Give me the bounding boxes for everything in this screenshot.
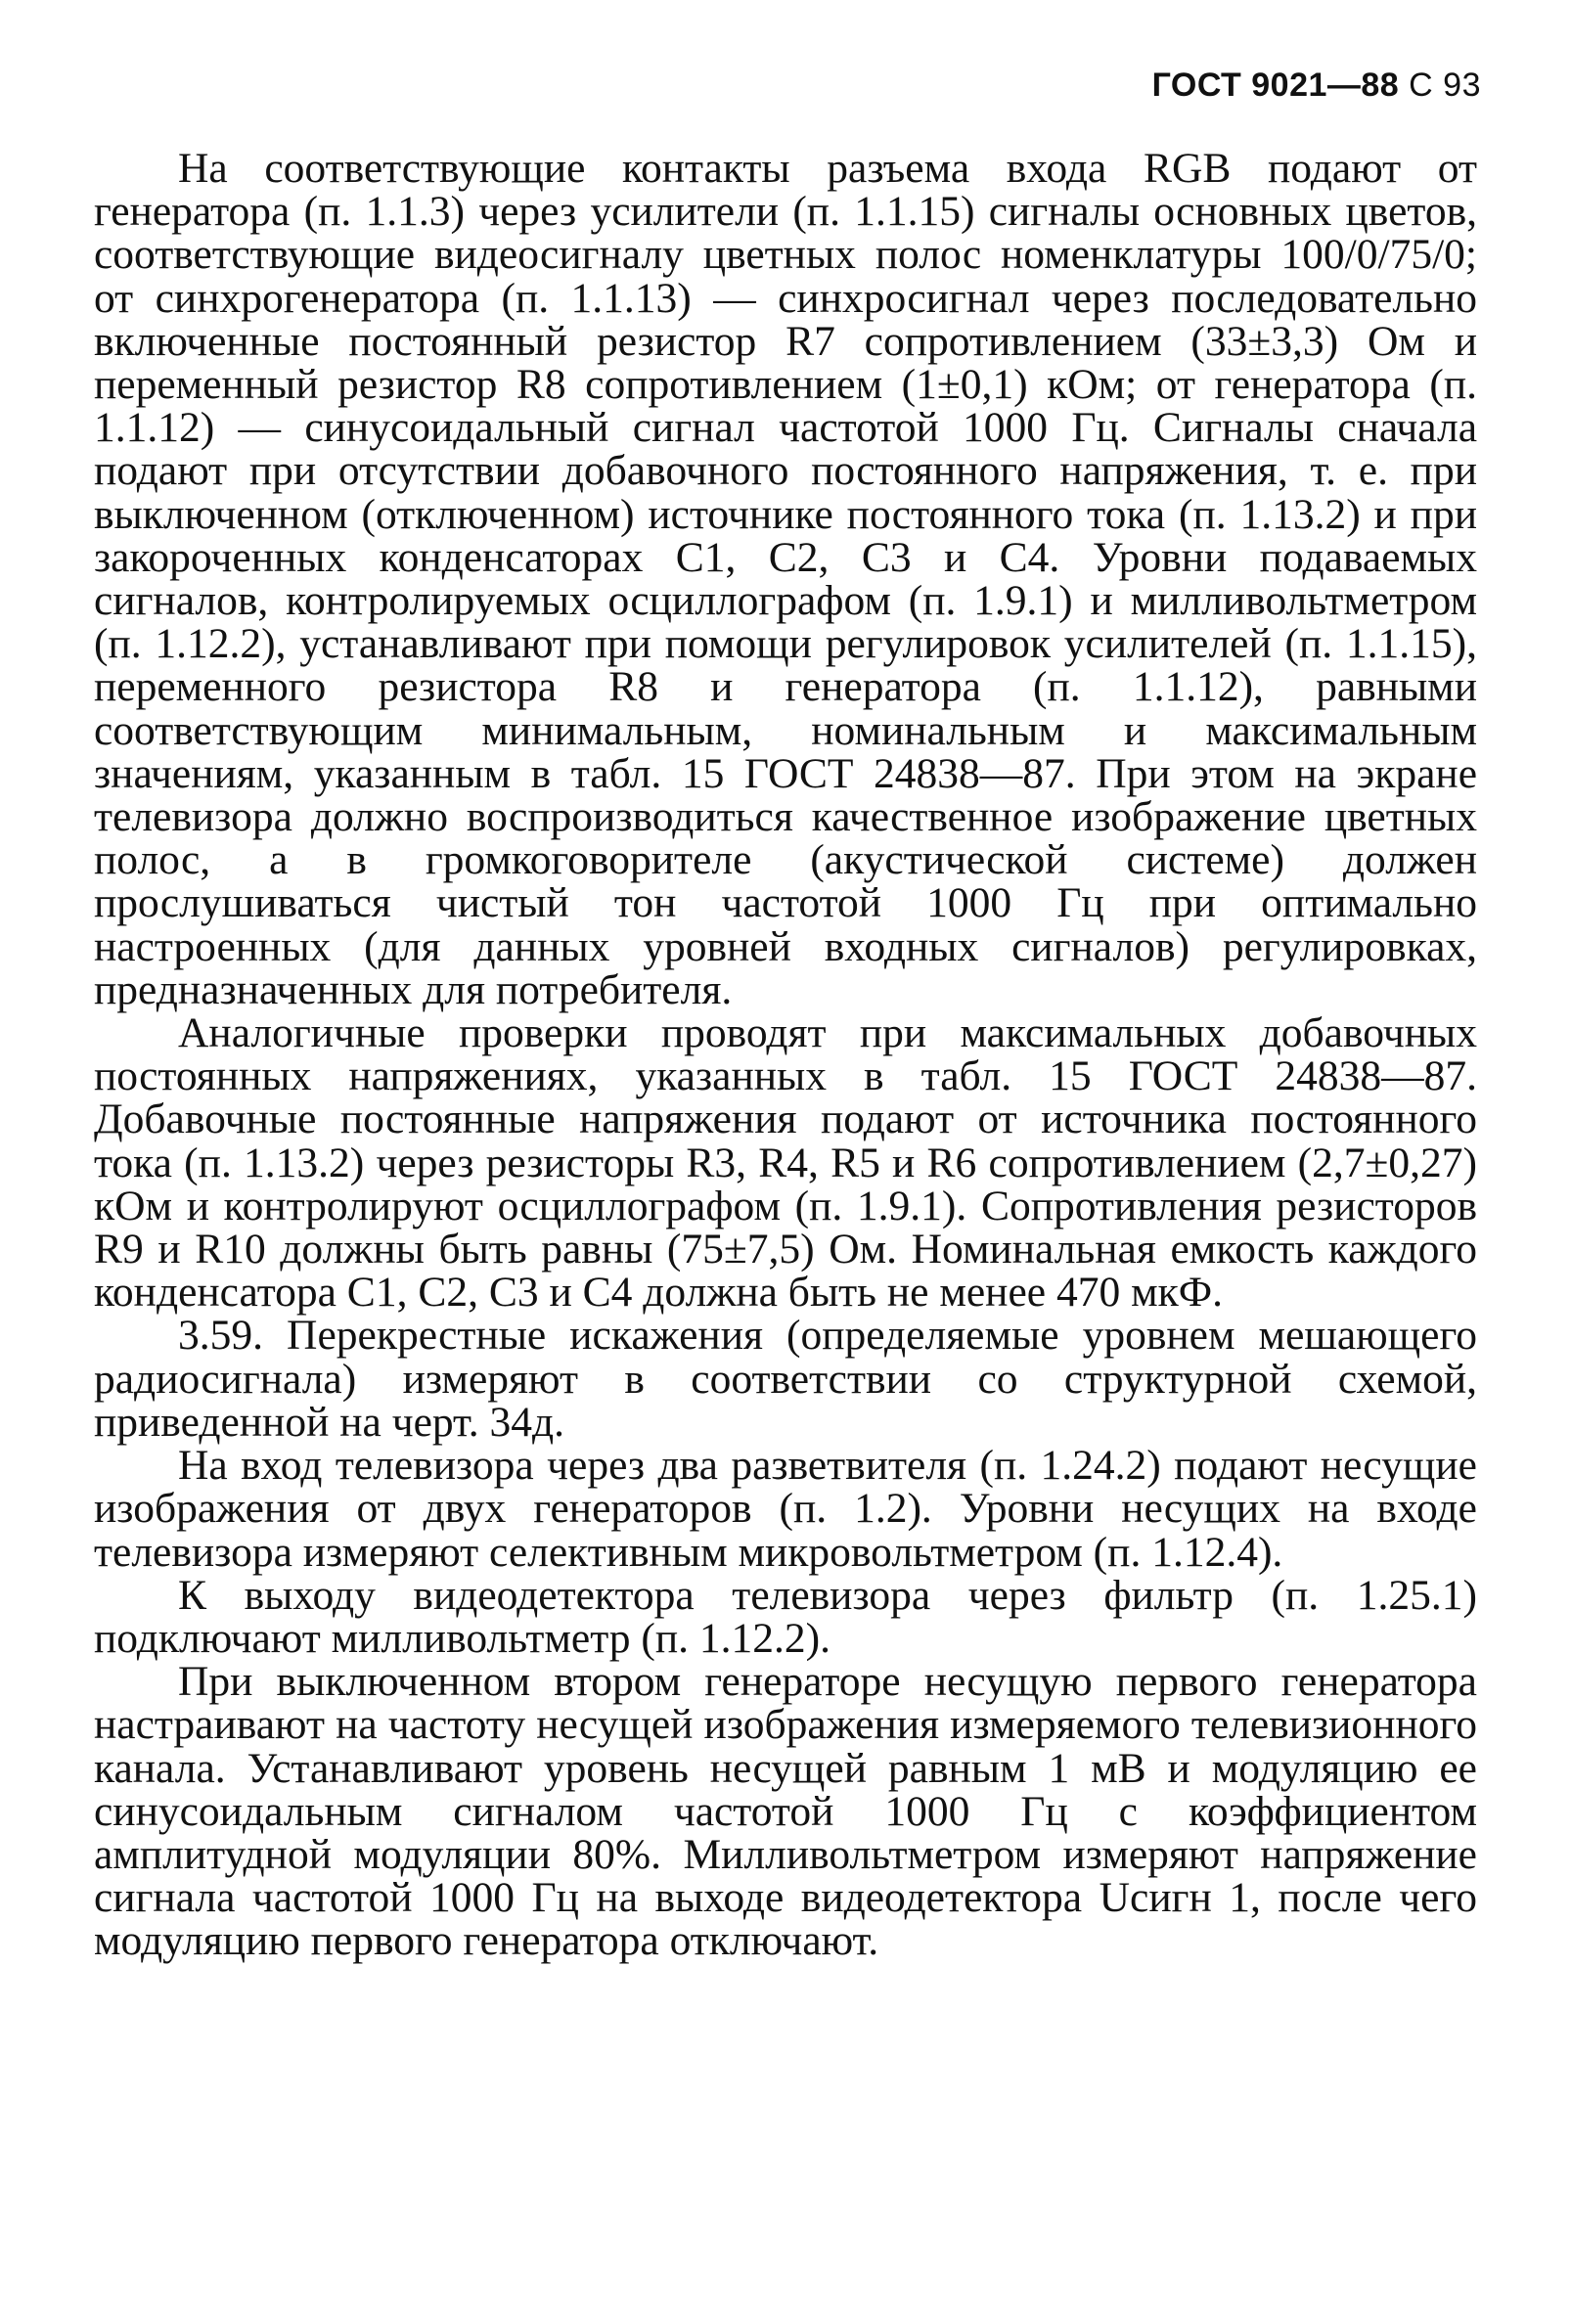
paragraph-3-59: 3.59. Перекрестные искажения (определяемые уровнем мешающего радиосигнала) измеряют в соответствии со структурной схемой, приведенной на черт. 34д. — [94, 1312, 1477, 1446]
paragraph-rgb-input: На соответствующие контакты разъема входа RGB подают от генератора (п. 1.1.3) через усилители (п. 1.1.15) сигналы основных цветов, соответствующие видеосигналу цветных полос номенклатуры 100/0/75/0; от синхрогенератора (п. 1.1.13) — синхросигнал через последовательно включенные постоянный резистор R7 сопротивлением (33±3,3) Ом и переменный резистор R8 сопротивлением (1±0,1) кОм; от генератора (п. 1.1.12) — синусоидальный сигнал частотой 1000 Гц. Сигналы сначала подают при отсутствии добавочного постоянного напряжения, т. е. при выключенном (отключенном) источнике постоянного тока (п. 1.13.2) и при закороченных конденсаторах C1, C2, C3 и C4. Уровни подаваемых сигналов, контролируемых осциллографом (п. 1.9.1) и милливольтметром (п. 1.12.2), устанавливают при помощи регулировок усилителей (п. 1.1.15), переменного резистора R8 и генератора (п. 1.1.12), равными соответствующим минимальным, номинальным и максимальным значениям, указанным в табл. 15 ГОСТ 24838—87. При этом на экране телевизора должно воспроизводиться качественное изображение цветных полос, а в громкоговорителе (акустической системе) должен прослушиваться чистый тон частотой 1000 Гц при оптимально настроенных (для данных уровней входных сигналов) регулировках, предназначенных для потребителя. — [94, 145, 1477, 1013]
paragraph-tv-input: На вход телевизора через два разветвителя (п. 1.24.2) подают несущие изображения от двух генераторов (п. 1.2). Уровни несущих на входе телевизора измеряют селективным микровольтметром (п. 1.12.4). — [94, 1442, 1477, 1576]
paragraph-detector-output: К выходу видеодетектора телевизора через фильтр (п. 1.25.1) подключают милливольтметр (п. 1.12.2). — [94, 1571, 1477, 1662]
body-text — [94, 147, 1477, 1963]
standard-number: ГОСТ 9021—88 — [1151, 67, 1400, 104]
page-number: С 93 — [1409, 67, 1481, 104]
paragraph-generator-setup: При выключенном втором генераторе несущую первого генератора настраивают на частоту несущей изображения измеряемого телевизионного канала. Устанавливают уровень несущей равным 1 мВ и модуляцию ее синусоидальным сигналом частотой 1000 Гц с коэффициентом амплитудной модуляции 80%. Милливольтметром измеряют напряжение сигнала частотой 1000 Гц на выходе видеодетектора Uсигн 1, после чего модуляцию первого генератора отключают. — [94, 1658, 1477, 1965]
paragraph-similar-checks: Аналогичные проверки проводят при максимальных добавочных постоянных напряжениях, указанных в табл. 15 ГОСТ 24838—87. Добавочные постоянные напряжения подают от источника постоянного тока (п. 1.13.2) через резисторы R3, R4, R5 и R6 сопротивлением (2,7±0,27) кОм и контролируют осциллографом (п. 1.9.1). Сопротивления резисторов R9 и R10 должны быть равны (75±7,5) Ом. Номинальная емкость каждого конденсатора C1, C2, C3 и C4 должна быть не менее 470 мкФ. — [94, 1009, 1477, 1317]
page-header — [1152, 67, 1481, 105]
